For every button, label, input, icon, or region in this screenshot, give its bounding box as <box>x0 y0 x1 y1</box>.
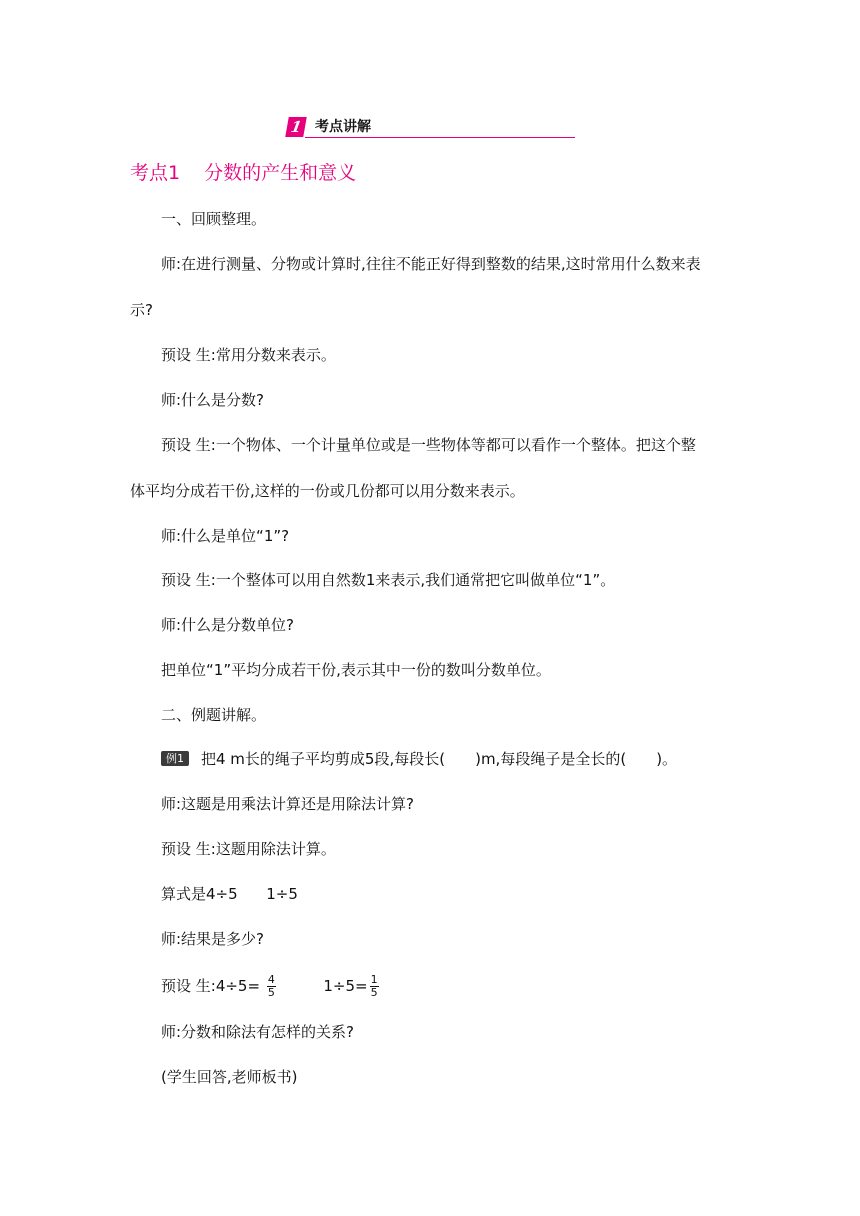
example-text-b: )m,每段绳子是全长的( <box>475 750 627 768</box>
paragraph-line: 示? <box>130 301 153 319</box>
section-underline <box>305 137 575 138</box>
paragraph-line: 师:什么是分数? <box>161 391 265 409</box>
answer-prefix: 预设 生:4÷5= <box>161 977 261 995</box>
paragraph-line: 师:结果是多少? <box>161 930 265 948</box>
topic-label: 考点1 <box>130 162 181 184</box>
section-number-badge: 1 <box>285 117 307 137</box>
paragraph-line: 预设 生:这题用除法计算。 <box>161 840 336 858</box>
heading-review: 一、回顾整理。 <box>161 210 267 228</box>
example-text-a: 把4 m长的绳子平均剪成5段,每段长( <box>201 750 446 768</box>
paragraph-line: 预设 生:一个物体、一个计量单位或是一些物体等都可以看作一个整体。把这个整 <box>161 436 696 454</box>
example-question <box>161 749 677 769</box>
formula-line: 算式是4÷5 1÷5 <box>161 885 298 903</box>
example-text-c: )。 <box>656 750 678 768</box>
section-header <box>287 116 575 140</box>
paragraph-line: 师:在进行测量、分物或计算时,往往不能正好得到整数的结果,这时常用什么数来表 <box>161 255 701 273</box>
example-badge: 例1 <box>161 751 189 766</box>
answer-middle: 1÷5= <box>323 977 368 995</box>
paragraph-line: 师:什么是分数单位? <box>161 616 295 634</box>
paragraph-line: (学生回答,老师板书) <box>161 1068 298 1086</box>
paragraph-line: 把单位“1”平均分成若干份,表示其中一份的数叫分数单位。 <box>161 661 551 679</box>
section-title: 考点讲解 <box>315 119 371 135</box>
heading-examples: 二、例题讲解。 <box>161 706 267 724</box>
fraction-one-fifth: $\frac{1}{5}$ <box>370 973 378 999</box>
paragraph-line: 师:分数和除法有怎样的关系? <box>161 1023 355 1041</box>
fraction-four-fifths: $\frac{4}{5}$ <box>267 973 275 999</box>
paragraph-line: 预设 生:常用分数来表示。 <box>161 346 336 364</box>
topic-heading <box>130 160 356 186</box>
paragraph-line: 师:什么是单位“1”? <box>161 527 290 545</box>
paragraph-line: 师:这题是用乘法计算还是用除法计算? <box>161 795 415 813</box>
paragraph-line: 预设 生:一个整体可以用自然数1来表示,我们通常把它叫做单位“1”。 <box>161 571 616 589</box>
topic-title: 分数的产生和意义 <box>204 162 357 184</box>
answer-line <box>161 972 381 1000</box>
paragraph-line: 体平均分成若干份,这样的一份或几份都可以用分数来表示。 <box>130 482 525 500</box>
